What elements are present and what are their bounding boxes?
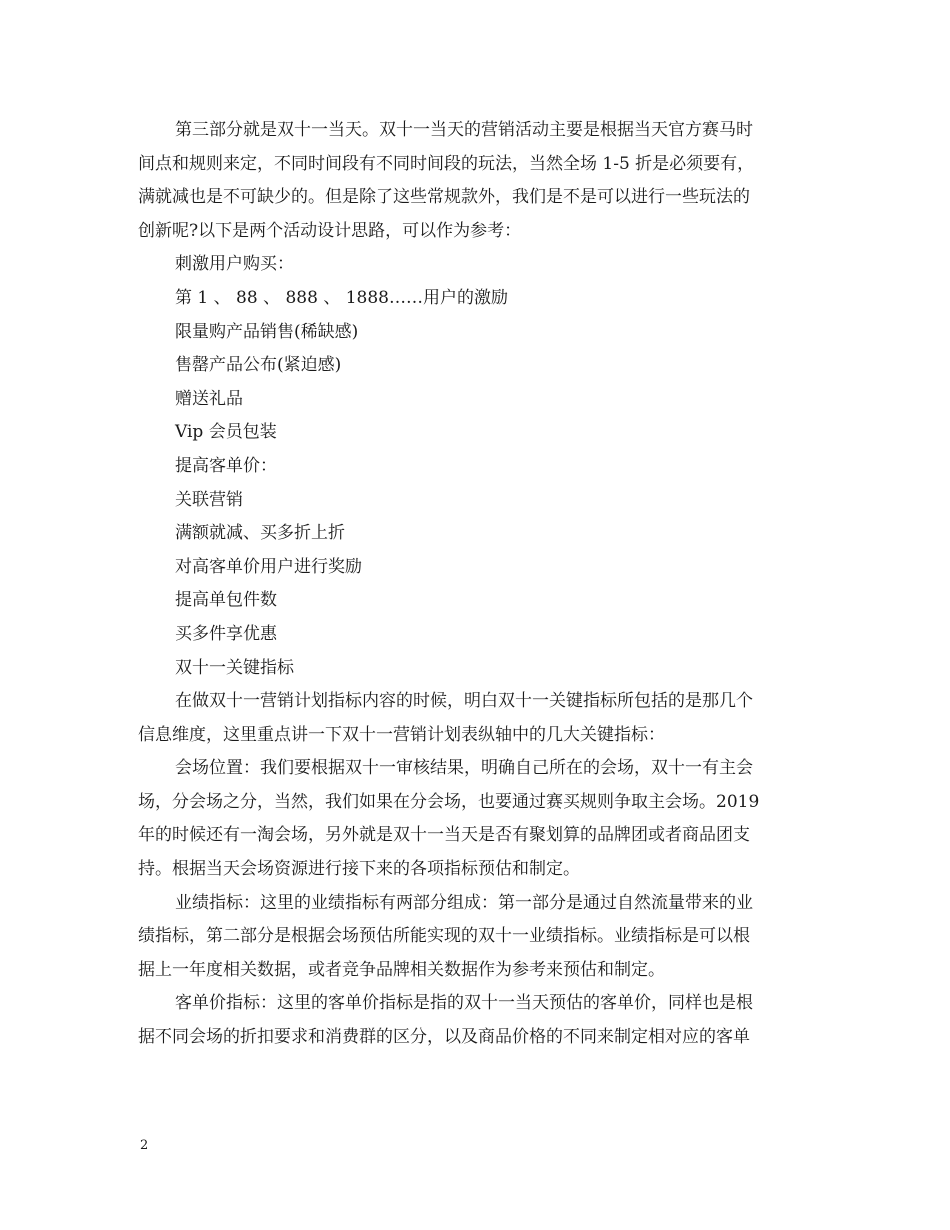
text-line: 满额就减、买多折上折 <box>175 523 345 544</box>
text-line: 买多件享优惠 <box>175 623 277 644</box>
text-line: 第 1 、 88 、 888 、 1888……用户的激励 <box>175 287 508 308</box>
text-line: 场，分会场之分，当然，我们如果在分会场，也要通过赛买规则争取主会场。2019 <box>138 791 760 812</box>
text-line: Vip 会员包装 <box>175 422 277 443</box>
text-line: 关联营销 <box>175 489 243 510</box>
text-line: 客单价指标：这里的客单价指标是指的双十一当天预估的客单价，同样也是根 <box>175 993 753 1014</box>
text-line: 提高客单价： <box>175 455 277 476</box>
text-line: 会场位置：我们要根据双十一审核结果，明确自己所在的会场，双十一有主会 <box>175 758 753 779</box>
text-line: 绩指标，第二部分是根据会场预估所能实现的双十一业绩指标。业绩指标是可以根 <box>138 926 750 947</box>
text-line: 刺激用户购买： <box>175 254 294 275</box>
page-number: 2 <box>140 1138 149 1153</box>
text-line: 据上一年度相关数据，或者竞争品牌相关数据作为参考来预估和制定。 <box>138 959 665 980</box>
text-line: 赠送礼品 <box>175 388 243 409</box>
text-line: 对高客单价用户进行奖励 <box>175 556 362 577</box>
document-body <box>138 114 814 1055</box>
text-line: 提高单包件数 <box>175 590 277 611</box>
text-line: 售罄产品公布(紧迫感) <box>175 355 342 376</box>
text-line: 双十一关键指标 <box>175 657 294 678</box>
text-line: 第三部分就是双十一当天。双十一当天的营销活动主要是根据当天官方赛马时 <box>175 120 753 140</box>
text-line: 满就减也是不可缺少的。但是除了这些常规款外，我们是不是可以进行一些玩法的 <box>138 187 750 208</box>
text-line: 创新呢?以下是两个活动设计思路，可以作为参考： <box>138 220 522 241</box>
text-line: 年的时候还有一淘会场，另外就是双十一当天是否有聚划算的品牌团或者商品团支 <box>138 825 750 846</box>
text-line: 间点和规则来定，不同时间段有不同时间段的玩法，当然全场 1-5 折是必须要有， <box>138 153 755 174</box>
text-line: 限量购产品销售(稀缺感) <box>175 321 359 342</box>
text-line: 信息维度，这里重点讲一下双十一营销计划表纵轴中的几大关键指标： <box>138 724 665 745</box>
text-line: 在做双十一营销计划指标内容的时候，明白双十一关键指标所包括的是那几个 <box>175 691 753 712</box>
text-line: 据不同会场的折扣要求和消费群的区分，以及商品价格的不同来制定相对应的客单 <box>138 1027 750 1048</box>
text-line: 持。根据当天会场资源进行接下来的各项指标预估和制定。 <box>138 859 580 880</box>
text-line: 业绩指标：这里的业绩指标有两部分组成：第一部分是通过自然流量带来的业 <box>175 892 753 913</box>
